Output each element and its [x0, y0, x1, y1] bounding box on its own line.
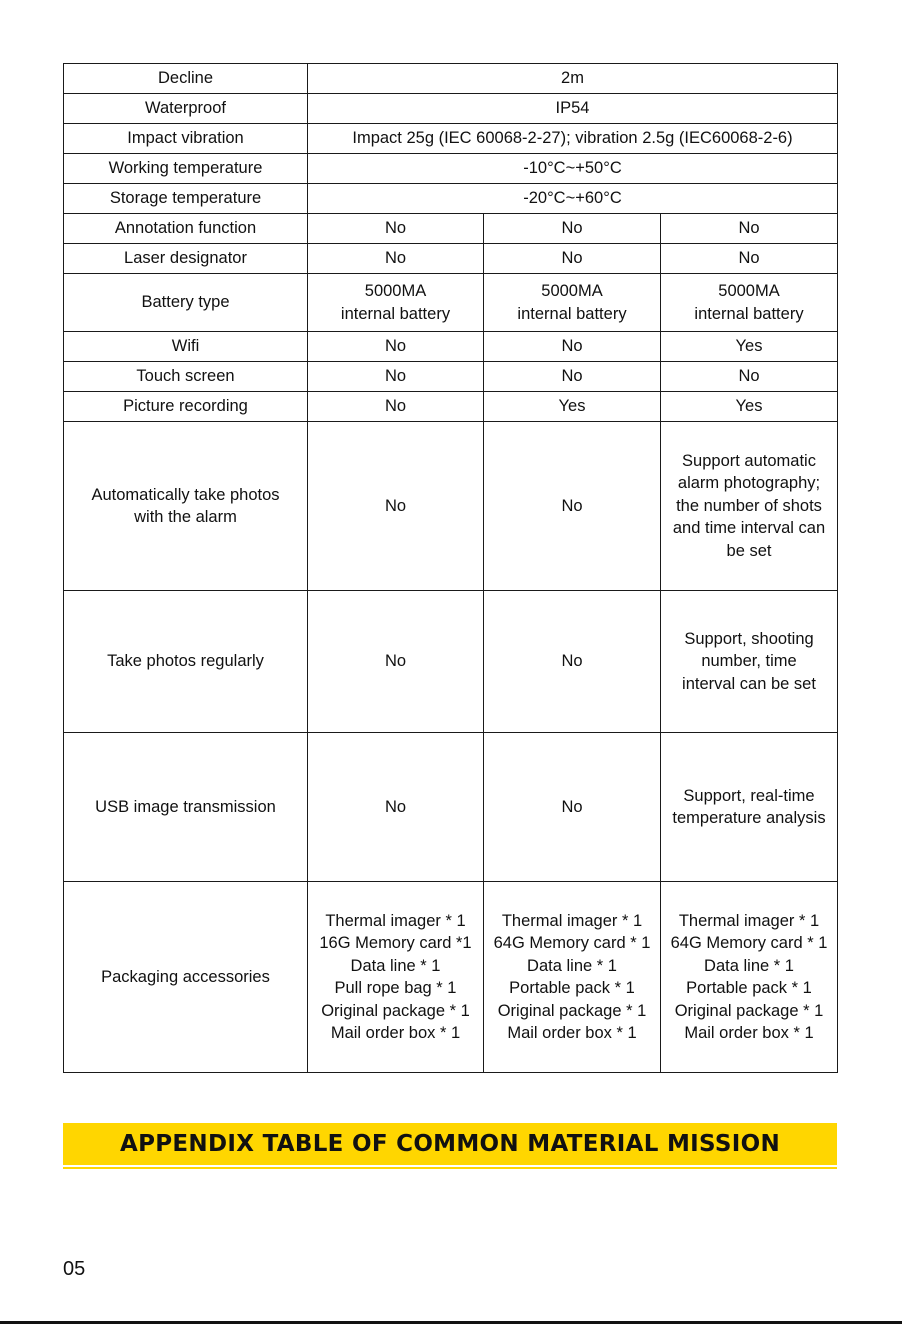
- row-value-impact-vibration: Impact 25g (IEC 60068-2-27); vibration 2.5g (IEC60068-2-6): [308, 124, 838, 154]
- table-cell: No: [484, 362, 661, 392]
- row-label-working-temperature: Working temperature: [64, 154, 308, 184]
- row-value-storage-temperature: -20°C~+60°C: [308, 184, 838, 214]
- table-cell: No: [308, 591, 484, 733]
- table-cell: Thermal imager * 1 64G Memory card * 1 Data line * 1 Portable pack * 1 Original package * 1 Mail order box * 1: [484, 882, 661, 1073]
- row-label-impact-vibration: Impact vibration: [64, 124, 308, 154]
- row-label-picture-recording: Picture recording: [64, 392, 308, 422]
- table-cell: Thermal imager * 1 64G Memory card * 1 Data line * 1 Portable pack * 1 Original package * 1 Mail order box * 1: [661, 882, 838, 1073]
- table-cell: Yes: [661, 392, 838, 422]
- table-cell: Support, real-time temperature analysis: [661, 733, 838, 882]
- row-value-waterproof: IP54: [308, 94, 838, 124]
- row-value-working-temperature: -10°C~+50°C: [308, 154, 838, 184]
- table-cell: 5000MA internal battery: [661, 274, 838, 332]
- row-label-battery-type: Battery type: [64, 274, 308, 332]
- row-value-decline: 2m: [308, 64, 838, 94]
- table-cell: No: [661, 244, 838, 274]
- row-label-laser-designator: Laser designator: [64, 244, 308, 274]
- table-cell: Thermal imager * 1 16G Memory card *1 Data line * 1 Pull rope bag * 1 Original package * 1 Mail order box * 1: [308, 882, 484, 1073]
- row-label-decline: Decline: [64, 64, 308, 94]
- table-cell: No: [484, 422, 661, 591]
- appendix-heading: APPENDIX TABLE OF COMMON MATERIAL MISSION: [63, 1123, 837, 1165]
- table-row: [64, 64, 838, 94]
- table-cell: Support, shooting number, time interval can be set: [661, 591, 838, 733]
- table-row: [64, 274, 838, 332]
- table-cell: No: [484, 591, 661, 733]
- table-cell: 5000MA internal battery: [484, 274, 661, 332]
- table-cell: Yes: [484, 392, 661, 422]
- table-cell: No: [308, 362, 484, 392]
- table-cell: No: [484, 733, 661, 882]
- table-cell: No: [308, 422, 484, 591]
- row-label-touch-screen: Touch screen: [64, 362, 308, 392]
- table-row: [64, 332, 838, 362]
- table-row: [64, 422, 838, 591]
- table-row: [64, 184, 838, 214]
- table-cell: Support automatic alarm photography; the number of shots and time interval can be set: [661, 422, 838, 591]
- row-label-wifi: Wifi: [64, 332, 308, 362]
- table-cell: No: [661, 214, 838, 244]
- table-row: [64, 392, 838, 422]
- table-cell: No: [308, 244, 484, 274]
- row-label-take-photos-regularly: Take photos regularly: [64, 591, 308, 733]
- table-row: [64, 214, 838, 244]
- table-cell: No: [308, 733, 484, 882]
- row-label-annotation-function: Annotation function: [64, 214, 308, 244]
- row-label-waterproof: Waterproof: [64, 94, 308, 124]
- table-row: [64, 124, 838, 154]
- table-row: [64, 154, 838, 184]
- table-row: [64, 362, 838, 392]
- table-cell: Yes: [661, 332, 838, 362]
- table-row: [64, 882, 838, 1073]
- table-row: [64, 733, 838, 882]
- page-number: 05: [63, 1258, 86, 1280]
- table-cell: No: [661, 362, 838, 392]
- spec-table: [63, 63, 838, 1073]
- table-row: [64, 244, 838, 274]
- table-cell: No: [484, 214, 661, 244]
- table-row: [64, 591, 838, 733]
- table-cell: No: [308, 392, 484, 422]
- row-label-usb-image-transmission: USB image transmission: [64, 733, 308, 882]
- table-cell: No: [308, 214, 484, 244]
- appendix-divider: [63, 1167, 837, 1169]
- row-label-packaging-accessories: Packaging accessories: [64, 882, 308, 1073]
- table-cell: No: [308, 332, 484, 362]
- table-cell: No: [484, 244, 661, 274]
- row-label-storage-temperature: Storage temperature: [64, 184, 308, 214]
- table-cell: 5000MA internal battery: [308, 274, 484, 332]
- table-row: [64, 94, 838, 124]
- row-label-auto-alarm-photos: Automatically take photos with the alarm: [64, 422, 308, 591]
- table-cell: No: [484, 332, 661, 362]
